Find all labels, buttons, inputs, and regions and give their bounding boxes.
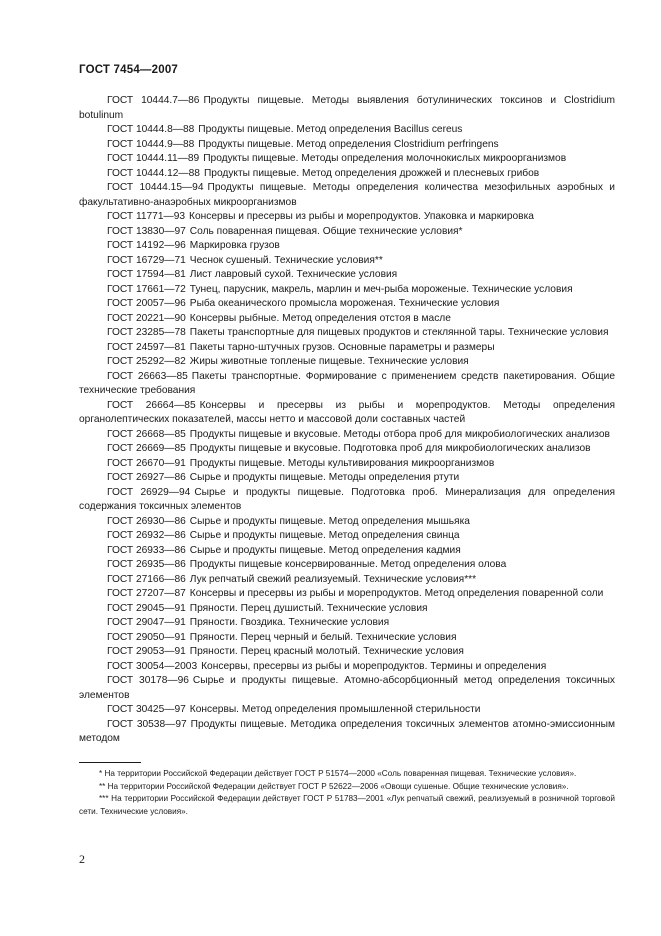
standard-code: ГОСТ 26929—94: [107, 486, 191, 498]
reference-entry: [79, 515, 615, 530]
standard-title: Продукты пищевые. Метод определения Bacillus cereus: [198, 124, 463, 135]
reference-entry: [79, 370, 615, 399]
footnotes: [79, 768, 615, 818]
standard-code: ГОСТ 26669—85: [107, 443, 186, 454]
standard-title: Продукты пищевые и вкусовые. Методы отбора проб для микробиологических анализов: [189, 428, 610, 440]
standard-title: Лук репчатый свежий реализуемый. Технические условия***: [189, 573, 477, 585]
standard-title: Пряности. Перец черный и белый. Технические условия: [189, 631, 457, 643]
standard-code: ГОСТ 30178—96: [107, 675, 189, 686]
standard-title: Пакеты транспортные для пищевых продуктов и стеклянной тары. Технические условия: [189, 327, 609, 338]
reference-entry: [79, 268, 615, 283]
standard-title: Лист лавровый сухой. Технические условия: [189, 269, 398, 280]
standard-title: Пакеты транспортные. Формирование с применением средств пакетирования. Общие технические требования: [79, 370, 615, 396]
standard-title: Продукты пищевые. Методы культивирования микроорганизмов: [189, 457, 495, 469]
reference-entry: [79, 703, 615, 718]
standard-title: Консервы и пресервы из рыбы и морепродуктов. Упаковка и маркировка: [189, 211, 534, 222]
reference-entry: [79, 167, 615, 182]
page-number: 2: [79, 852, 85, 866]
reference-entry: [79, 138, 615, 153]
standard-code: ГОСТ 14192—96: [107, 240, 186, 251]
reference-entry: [79, 428, 615, 443]
normative-references-list: [79, 94, 615, 747]
standard-title: Консервы, пресервы из рыбы и морепродуктов. Термины и определения: [201, 660, 547, 672]
standard-title: Тунец, парусник, макрель, марлин и меч-рыба мороженые. Технические условия: [189, 283, 573, 295]
standard-code: ГОСТ 26933—86: [107, 544, 186, 556]
reference-entry: [79, 573, 615, 588]
standard-code: ГОСТ 25292—82: [107, 356, 186, 367]
standard-title: Пряности. Перец красный молотый. Технические условия: [189, 646, 464, 657]
standard-code: ГОСТ 11771—93: [107, 211, 186, 222]
reference-entry: [79, 181, 615, 210]
standard-code: ГОСТ 26932—86: [107, 530, 186, 541]
standard-title: Пакеты тарно-штучных грузов. Основные параметры и размеры: [189, 341, 495, 353]
document-header: ГОСТ 7454—2007: [79, 64, 179, 76]
standard-code: ГОСТ 10444.15—94: [107, 182, 204, 193]
standard-code: ГОСТ 17661—72: [107, 283, 186, 295]
standard-title: Сырье и продукты пищевые. Метод определения мышьяка: [189, 515, 470, 527]
standard-title: Соль поваренная пищевая. Общие технические условия*: [189, 225, 463, 237]
standard-code: ГОСТ 26664—85: [107, 399, 196, 411]
standard-code: ГОСТ 30425—97: [107, 704, 186, 715]
standard-title: Консервы и пресервы из рыбы и морепродуктов. Методы определения органолептических показателей, массы нетто и массовой доли составных частей: [79, 399, 615, 425]
footnote: * На территории Российской Федерации действует ГОСТ Р 51574—2000 «Соль поваренная пищевая. Технические условия».: [99, 769, 577, 778]
standard-title: Рыба океанического промысла мороженая. Технические условия: [189, 298, 500, 309]
reference-entry: [79, 660, 615, 675]
reference-entry: [79, 674, 615, 703]
reference-entry: [79, 718, 615, 747]
standard-code: ГОСТ 29050—91: [107, 631, 186, 643]
reference-entry: [79, 297, 615, 312]
footnote-separator: [79, 762, 141, 763]
reference-entry: [79, 355, 615, 370]
reference-entry: [79, 312, 615, 327]
standard-code: ГОСТ 26935—86: [107, 559, 186, 570]
standard-code: ГОСТ 20221—90: [107, 312, 186, 324]
standard-title: Продукты пищевые и вкусовые. Подготовка проб для микробиологических анализов: [189, 443, 591, 454]
standard-title: Консервы. Метод определения промышленной стерильности: [189, 704, 481, 715]
standard-title: Сырье и продукты пищевые. Метод определения свинца: [189, 530, 460, 541]
standard-title: Жиры животные топленые пищевые. Технические условия: [189, 356, 469, 367]
reference-entry: [79, 587, 615, 602]
standard-title: Продукты пищевые. Методы выявления ботулинических токсинов и Clostridium botulinum: [79, 95, 615, 121]
reference-entry: [79, 326, 615, 341]
standard-code: ГОСТ 26668—85: [107, 428, 186, 440]
standard-code: ГОСТ 10444.12—88: [107, 167, 200, 179]
standard-title: Маркировка грузов: [189, 240, 280, 251]
standard-title: Консервы и пресервы из рыбы и морепродуктов. Метод определения поваренной соли: [189, 588, 604, 599]
standard-title: Сырье и продукты пищевые. Атомно-абсорбционный метод определения токсичных элементов: [79, 675, 615, 701]
reference-entry: [79, 254, 615, 269]
standard-code: ГОСТ 26663—85: [107, 370, 188, 382]
standard-title: Продукты пищевые. Метод определения Clostridium perfringens: [198, 138, 499, 150]
standard-code: ГОСТ 30054—2003: [107, 660, 198, 672]
standard-title: Продукты пищевые. Методика определения токсичных элементов атомно-эмиссионным методом: [79, 718, 615, 744]
reference-entry: [79, 239, 615, 254]
footnote: ** На территории Российской Федерации действует ГОСТ Р 52622—2006 «Овощи сушеные. Общие технические условия».: [99, 781, 569, 791]
reference-entry: [79, 123, 615, 138]
reference-entry: [79, 471, 615, 486]
standard-title: Чеснок сушеный. Технические условия**: [189, 254, 383, 266]
standard-code: ГОСТ 26930—86: [107, 515, 186, 527]
reference-entry: [79, 558, 615, 573]
standard-code: ГОСТ 20057—96: [107, 298, 186, 309]
standard-title: Пряности. Перец душистый. Технические условия: [189, 602, 428, 614]
standard-title: Пряности. Гвоздика. Технические условия: [189, 617, 390, 628]
reference-entry: [79, 399, 615, 428]
standard-title: Сырье и продукты пищевые. Методы определения ртути: [189, 472, 460, 483]
standard-title: Сырье и продукты пищевые. Подготовка проб. Минерализация для определения содержания токсичных элементов: [79, 486, 615, 512]
reference-entry: [79, 544, 615, 559]
reference-entry: [79, 486, 615, 515]
standard-code: ГОСТ 16729—71: [107, 254, 186, 266]
standard-code: ГОСТ 29045—91: [107, 602, 186, 614]
standard-code: ГОСТ 26927—86: [107, 472, 186, 483]
standard-code: ГОСТ 30538—97: [107, 718, 187, 730]
reference-entry: [79, 529, 615, 544]
standard-title: Продукты пищевые консервированные. Метод определения олова: [189, 559, 507, 570]
reference-entry: [79, 645, 615, 660]
standard-code: ГОСТ 26670—91: [107, 457, 186, 469]
standard-code: ГОСТ 29047—91: [107, 617, 186, 628]
reference-entry: [79, 210, 615, 225]
standard-title: Консервы рыбные. Метод определения отстоя в масле: [189, 312, 451, 324]
standard-code: ГОСТ 10444.9—88: [107, 138, 195, 150]
standard-code: ГОСТ 10444.11—89: [107, 153, 200, 164]
standard-title: Продукты пищевые. Методы определения молочнокислых микроорганизмов: [203, 153, 567, 164]
standard-code: ГОСТ 27166—86: [107, 573, 186, 585]
standard-title: Сырье и продукты пищевые. Метод определения кадмия: [189, 544, 461, 556]
footnote: *** На территории Российской Федерации действует ГОСТ Р 51783—2001 «Лук репчатый свежий, реализуемый в розничной торговой сети. Технические условия».: [79, 794, 615, 816]
reference-entry: [79, 341, 615, 356]
standard-title: Продукты пищевые. Методы определения количества мезофильных аэробных и факультативно-анаэробных микроорганизмов: [79, 182, 615, 208]
standard-code: ГОСТ 27207—87: [107, 588, 186, 599]
reference-entry: [79, 602, 615, 617]
standard-code: ГОСТ 17594—81: [107, 269, 186, 280]
reference-entry: [79, 225, 615, 240]
reference-entry: [79, 616, 615, 631]
standard-code: ГОСТ 24597—81: [107, 341, 186, 353]
standard-code: ГОСТ 23285—78: [107, 327, 186, 338]
standard-code: ГОСТ 29053—91: [107, 646, 186, 657]
reference-entry: [79, 442, 615, 457]
reference-entry: [79, 283, 615, 298]
reference-entry: [79, 457, 615, 472]
standard-code: ГОСТ 13830—97: [107, 225, 186, 237]
standard-code: ГОСТ 10444.8—88: [107, 124, 195, 135]
standard-code: ГОСТ 10444.7—86: [107, 95, 200, 106]
reference-entry: [79, 631, 615, 646]
standard-title: Продукты пищевые. Метод определения дрожжей и плесневых грибов: [203, 167, 540, 179]
reference-entry: [79, 152, 615, 167]
reference-entry: [79, 94, 615, 123]
